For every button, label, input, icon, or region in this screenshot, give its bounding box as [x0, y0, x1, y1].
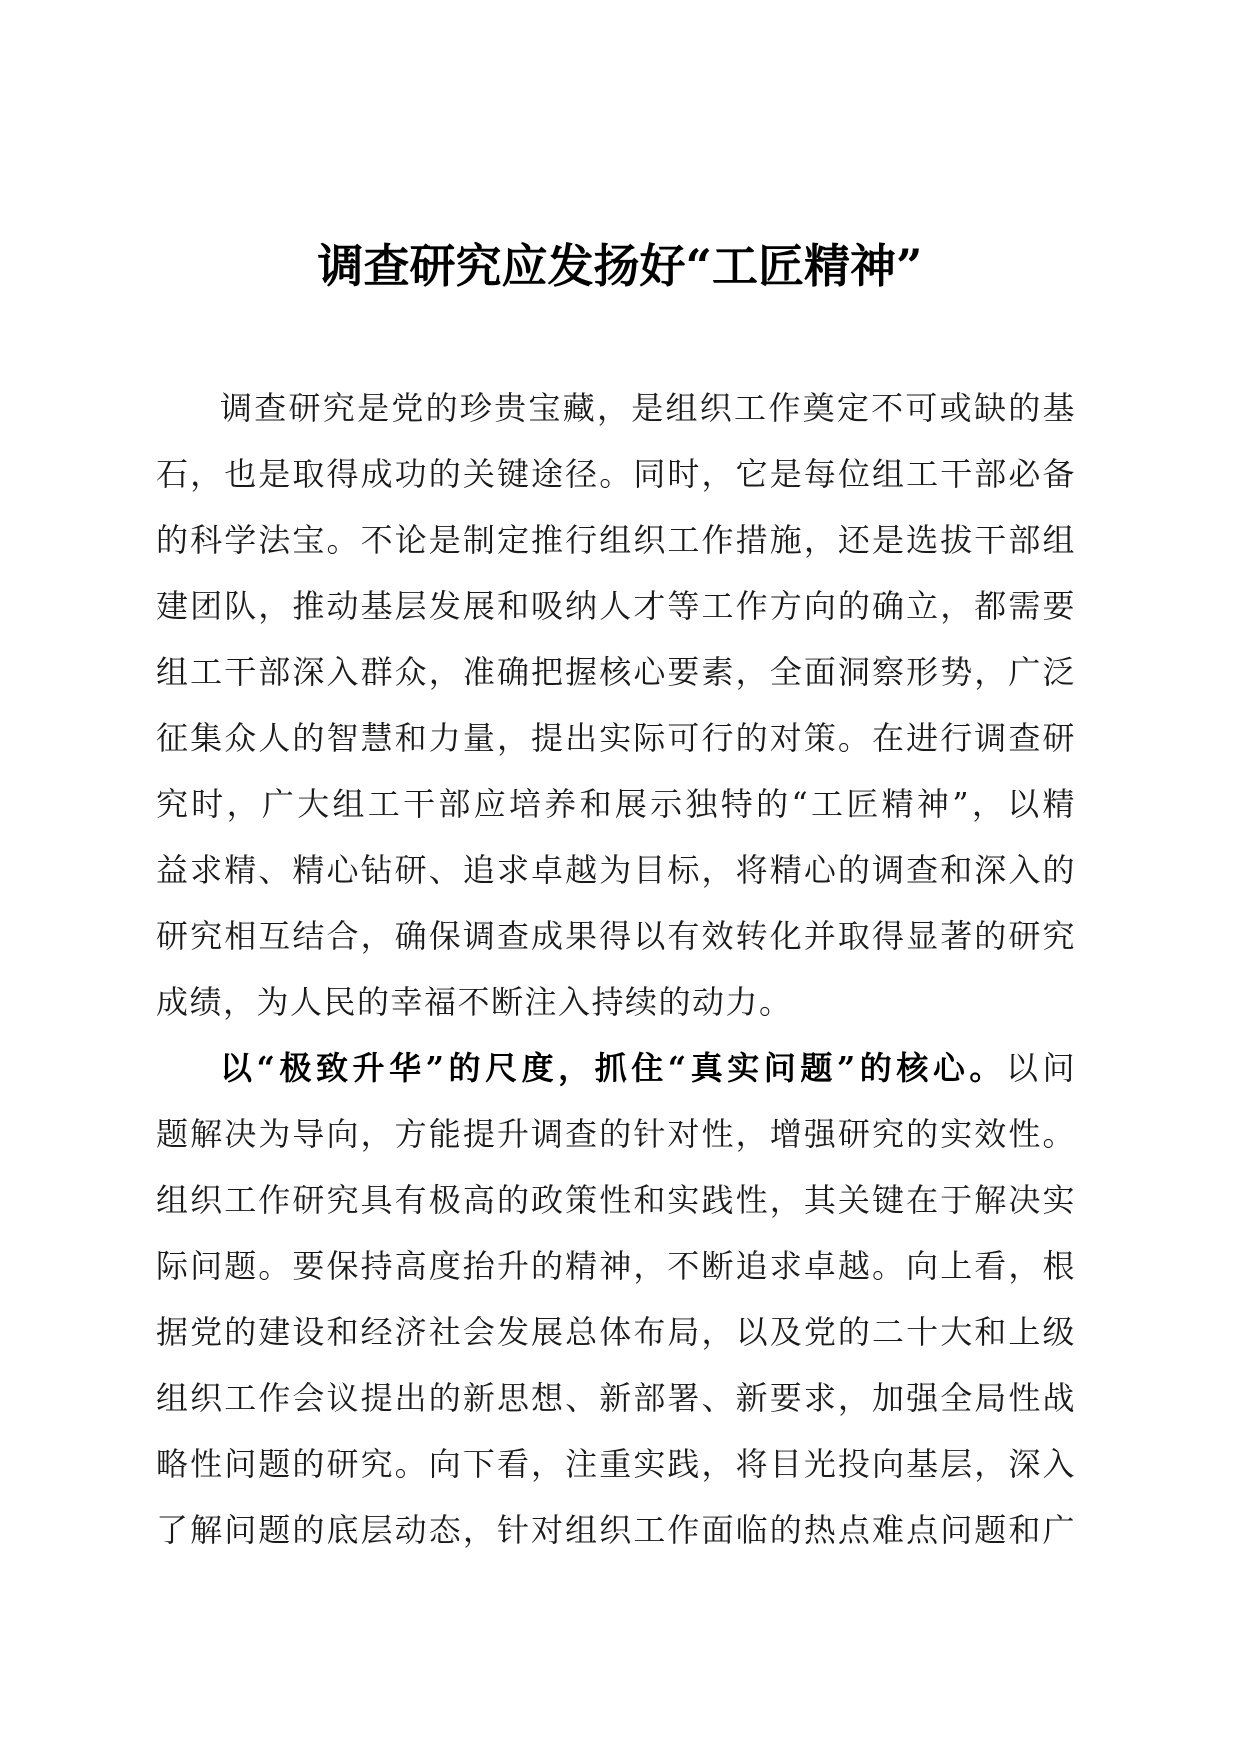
paragraph-1-line: 石，也是取得成功的关键途径。同时，它是每位组工干部必备 — [156, 455, 1076, 493]
paragraph-1-line: 益求精、精心钻研、追求卓越为目标，将精心的调查和深入的 — [156, 851, 1076, 889]
paragraph-2-line: 题解决为导向，方能提升调查的针对性，增强研究的实效性。 — [156, 1115, 1076, 1153]
paragraph-1 — [156, 375, 1076, 1035]
paragraph-1-line: 的科学法宝。不论是制定推行组织工作措施，还是选拔干部组 — [156, 521, 1076, 559]
paragraph-1-line: 成绩，为人民的幸福不断注入持续的动力。 — [156, 983, 793, 1021]
paragraph-2-line: 略性问题的研究。向下看，注重实践，将目光投向基层，深入 — [156, 1445, 1076, 1483]
paragraph-1-line: 究时，广大组工干部应培养和展示独特的“工匠精神”，以精 — [156, 785, 1076, 823]
paragraph-2-heading: 以“极致升华”的尺度，抓住“真实问题”的核心。 — [220, 1049, 1006, 1087]
paragraph-1-line: 建团队，推动基层发展和吸纳人才等工作方向的确立，都需要 — [156, 587, 1076, 625]
document-title: 调查研究应发扬好“工匠精神” — [317, 239, 923, 293]
paragraph-1-line: 征集众人的智慧和力量，提出实际可行的对策。在进行调查研 — [156, 719, 1076, 757]
paragraph-2-line: 组织工作会议提出的新思想、新部署、新要求，加强全局性战 — [156, 1379, 1076, 1417]
paragraph-2-line: 了解问题的底层动态，针对组织工作面临的热点难点问题和广 — [156, 1511, 1076, 1549]
paragraph-2-line: 际问题。要保持高度抬升的精神，不断追求卓越。向上看，根 — [156, 1247, 1076, 1285]
paragraph-2-first-line-rest: 以问 — [1005, 1049, 1076, 1087]
paragraph-2-first-line — [156, 1035, 1076, 1101]
paragraph-1-line: 调查研究是党的珍贵宝藏，是组织工作奠定不可或缺的基 — [220, 389, 1076, 427]
paragraph-2 — [156, 1035, 1076, 1563]
paragraph-2-line: 据党的建设和经济社会发展总体布局，以及党的二十大和上级 — [156, 1313, 1076, 1351]
document-body — [156, 375, 1076, 1563]
paragraph-2-line: 组织工作研究具有极高的政策性和实践性，其关键在于解决实 — [156, 1181, 1076, 1219]
paragraph-1-line: 组工干部深入群众，准确把握核心要素，全面洞察形势，广泛 — [156, 653, 1076, 691]
paragraph-1-line: 研究相互结合，确保调查成果得以有效转化并取得显著的研究 — [156, 917, 1076, 955]
